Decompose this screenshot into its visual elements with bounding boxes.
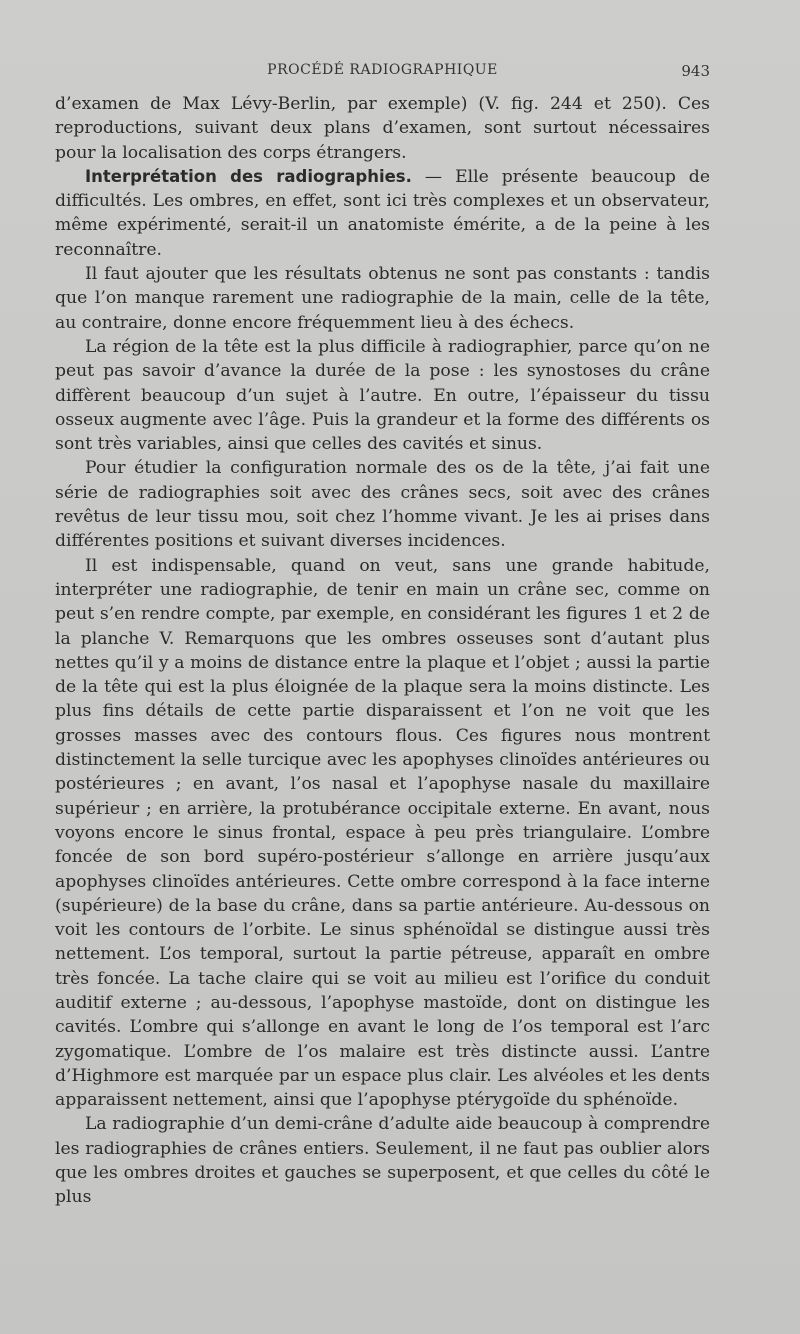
running-title: PROCÉDÉ RADIOGRAPHIQUE [267,62,498,78]
body-text [55,92,710,1210]
section-paragraph [55,165,710,262]
paragraph-3: La région de la tête est la plus difficile à radiographier, parce qu’on ne peut pas savoir d’avance la durée de la pose : les synostoses du crâne diffèrent beaucoup d’un sujet à l’autre. En outre, l’épaisseur du tissu osseux augmente avec l’âge. Puis la grandeur et la forme des différents os sont très variables, ainsi que celles des cavités et sinus. [55,336,710,455]
paragraph-5: Il est indispensable, quand on veut, sans une grande habitude, interpréter une radiographie, de tenir en main un crâne sec, comme on peut s’en rendre compte, par exemple, en considérant les figures 1 et 2 de la planche V. Remarquons que les ombres osseuses sont d’autant plus nettes qu’il y a moins de distance entre la plaque et l’objet ; aussi la partie de la tête qui est la plus éloignée de la plaque sera la moins distincte. Les plus fins détails de cette partie disparaissent et l’on ne voit que les grosses masses avec des contours flous. Ces figures nous montrent distinctement la selle turcique avec les apophyses clinoïdes antérieures ou postérieures ; en avant, l’os nasal et l’apophyse nasale du maxillaire supérieur ; en arrière, la protubérance occipitale externe. En avant, nous voyons encore le sinus frontal, espace à peu près triangulaire. L’ombre foncée de son bord supéro-postérieur s’allonge en arrière jusqu’aux apophyses clinoïdes antérieures. Cette ombre correspond à la face interne (supérieure) de la base du crâne, dans sa partie antérieure. Au-dessous on voit les contours de l’orbite. Le sinus sphénoïdal se distingue aussi très nettement. L’os temporal, surtout la partie pétreuse, apparaît en ombre très foncée. La tache claire qui se voit au milieu est l’orifice du conduit auditif externe ; au-dessous, l’apophyse mastoïde, dont on distingue les cavités. L’ombre qui s’allonge en avant le long de l’os temporal est l’arc zygomatique. L’ombre de l’os malaire est très distincte aussi. L’antre d’Highmore est marquée par un espace plus clair. Les alvéoles et les dents apparaissent nettement, ainsi que l’apophyse ptérygoïde du sphénoïde. [55,555,710,1111]
page-number: 943 [681,62,710,80]
paragraph-1: d’examen de Max Lévy-Berlin, par exemple) (V. fig. 244 et 250). Ces reproductions, suivant deux plans d’examen, sont surtout nécessaires pour la localisation des corps étrangers. [55,94,710,163]
paragraph-2: Il faut ajouter que les résultats obtenus ne sont pas constants : tandis que l’on manque rarement une radiographie de la main, celle de la tête, au contraire, donne encore fréquemment lieu à des échecs. [55,264,710,333]
paragraph-4: Pour étudier la configuration normale des os de la tête, j’ai fait une série de radiographies soit avec des crânes secs, soit avec des crânes revêtus de leur tissu mou, soit chez l’homme vivant. Je les ai prises dans différentes positions et suivant diverses incidences. [55,458,710,552]
page-header [55,62,710,84]
section-title: Interprétation des radiographies. [85,166,412,186]
paragraph-6: La radiographie d’un demi-crâne d’adulte aide beaucoup à comprendre les radiographies de crânes entiers. Seulement, il ne faut pas oublier alors que les ombres droites et gauches se superposent, et que celles du côté le plus [55,1114,710,1208]
section-text: — Elle présente beaucoup de difficultés. Les ombres, en effet, sont ici très complexes et un observateur, même expérimenté, serait-il un anatomiste émérite, a de la peine à les reconnaître. [55,166,710,260]
